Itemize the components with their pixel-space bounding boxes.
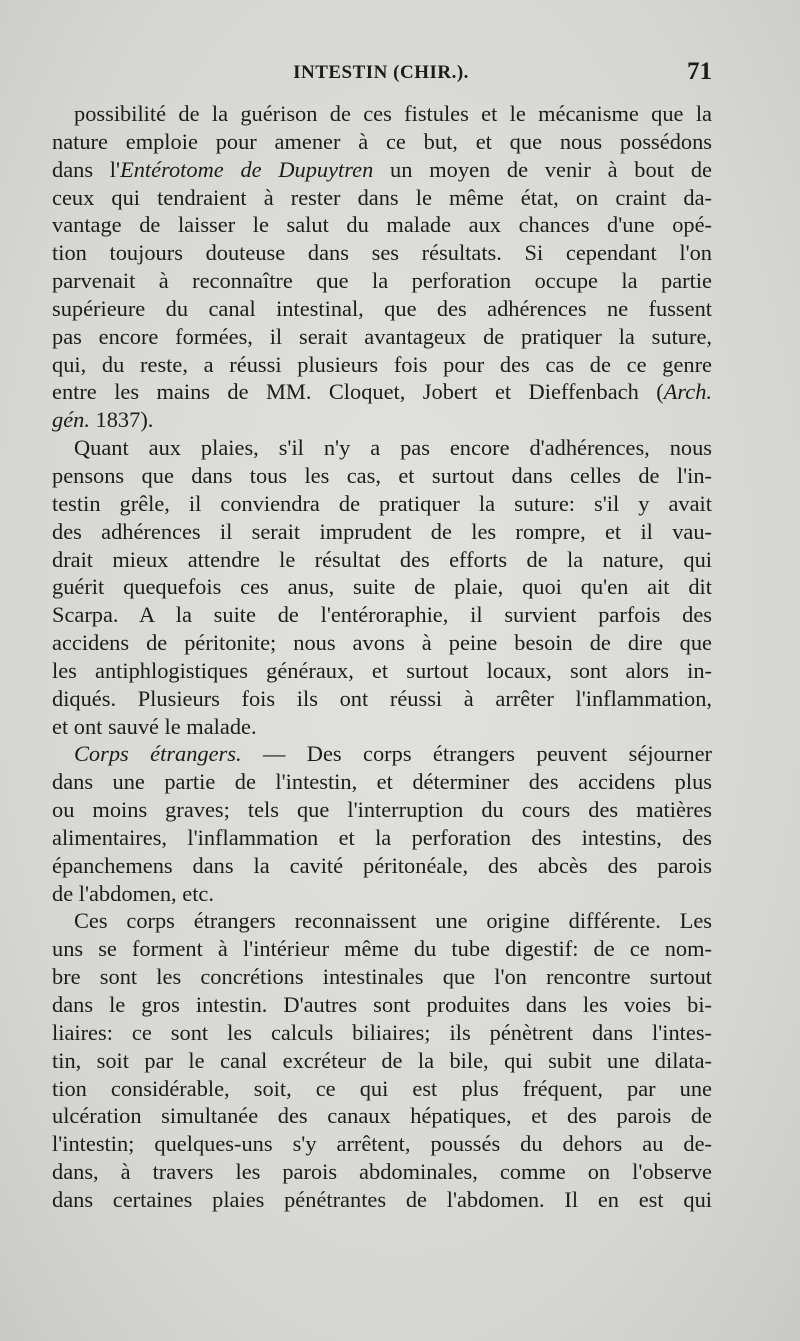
text-segment: dans le gros intestin. D'autres sont produites dans les voies bi- <box>52 992 712 1017</box>
paragraph <box>52 740 712 907</box>
text-segment: accidens de péritonite; nous avons à peine besoin de dire que <box>52 630 712 656</box>
text-line <box>52 880 712 908</box>
text-segment: ceux qui tendraient à rester dans le même état, on craint da- <box>52 184 712 210</box>
text-segment: un moyen de venir à bout de <box>373 156 712 182</box>
text-line <box>52 434 712 462</box>
italic-text: gén. <box>52 407 90 433</box>
text-line <box>52 1130 712 1158</box>
text-segment: supérieure du canal intestinal, que des adhérences ne fussent <box>52 295 712 321</box>
text-line <box>52 991 712 1019</box>
text-segment: dans une partie de l'intestin, et déterminer des accidens plus <box>52 769 712 795</box>
text-segment: les antiphlogistiques généraux, et surtout locaux, sont alors in- <box>52 657 712 683</box>
text-segment: alimentaires, l'inflammation et la perforation des intestins, des <box>52 824 712 850</box>
text-line <box>52 462 712 490</box>
text-line <box>52 490 712 518</box>
text-line <box>52 907 712 935</box>
text-segment: des adhérences il serait imprudent de les rompre, et il vau- <box>52 518 712 544</box>
body-text <box>52 100 712 1214</box>
text-line <box>52 128 712 156</box>
text-line <box>52 295 712 323</box>
text-segment: Scarpa. A la suite de l'entéroraphie, il survient parfois des <box>52 602 712 628</box>
text-line <box>52 657 712 685</box>
text-segment: Ces corps étrangers reconnaissent une origine différente. Les <box>74 908 712 934</box>
text-line <box>52 546 712 574</box>
text-line <box>52 740 712 768</box>
text-line <box>52 1047 712 1075</box>
text-line <box>52 378 712 406</box>
text-segment: parvenait à reconnaître que la perforation occupe la partie <box>52 268 712 294</box>
text-segment: vantage de laisser le salut du malade aux chances d'une opé- <box>52 212 712 238</box>
text-line <box>52 1186 712 1214</box>
text-segment: nature emploie pour amener à ce but, et que nous possédons <box>52 128 712 154</box>
italic-text: Corps étrangers. <box>74 741 242 767</box>
text-segment: pensons que dans tous les cas, et surtout dans celles de l'in- <box>52 462 712 488</box>
text-segment: dans l' <box>52 156 121 182</box>
text-line <box>52 796 712 824</box>
text-line <box>52 963 712 991</box>
text-line <box>52 1019 712 1047</box>
text-line <box>52 518 712 546</box>
text-line <box>52 239 712 267</box>
running-head <box>50 58 712 96</box>
text-line <box>52 184 712 212</box>
text-segment: liaires: ce sont les calculs biliaires; ils pénètrent dans l'intes- <box>52 1019 712 1045</box>
text-line <box>52 629 712 657</box>
text-line <box>52 713 712 741</box>
text-line <box>52 211 712 239</box>
text-line <box>52 573 712 601</box>
text-segment: Quant aux plaies, s'il n'y a pas encore d'adhérences, nous <box>74 435 712 461</box>
text-segment: dans certaines plaies pénétrantes de l'abdomen. Il en est qui <box>52 1186 712 1212</box>
text-segment: dans, à travers les parois abdominales, comme on l'observe <box>52 1159 712 1185</box>
text-line <box>52 1158 712 1186</box>
text-segment: uns se forment à l'intérieur même du tube digestif: de ce nom- <box>52 936 712 962</box>
text-segment: qui, du reste, a réussi plusieurs fois pour des cas de ce genre <box>52 351 712 377</box>
text-line <box>52 685 712 713</box>
text-segment: ulcération simultanée des canaux hépatiques, et des parois de <box>52 1103 712 1129</box>
text-line <box>52 323 712 351</box>
text-segment: entre les mains de MM. Cloquet, Jobert et Dieffenbach ( <box>52 379 664 405</box>
text-segment: — Des corps étrangers peuvent séjourner <box>241 741 712 767</box>
text-line <box>52 1075 712 1103</box>
text-segment: de l'abdomen, etc. <box>52 880 214 906</box>
text-segment: drait mieux attendre le résultat des efforts de la nature, qui <box>52 546 712 572</box>
text-line <box>52 1102 712 1130</box>
running-title: INTESTIN (CHIR.). <box>293 62 469 83</box>
text-segment: tion considérable, soit, ce qui est plus fréquent, par une <box>52 1075 712 1101</box>
paragraph <box>52 434 712 740</box>
text-segment: testin grêle, il conviendra de pratiquer la suture: s'il y avait <box>52 490 712 516</box>
text-line <box>52 935 712 963</box>
text-segment: ou moins graves; tels que l'interruption du cours des matières <box>52 797 712 823</box>
text-segment: tion toujours douteuse dans ses résultats. Si cependant l'on <box>52 240 712 266</box>
text-line <box>52 156 712 184</box>
text-line <box>52 824 712 852</box>
page-number: 71 <box>687 58 712 85</box>
text-segment: diqués. Plusieurs fois ils ont réussi à arrêter l'inflammation, <box>52 685 712 711</box>
text-segment: et ont sauvé le malade. <box>52 713 257 739</box>
text-line <box>52 601 712 629</box>
text-line <box>52 100 712 128</box>
text-line <box>52 351 712 379</box>
text-segment: possibilité de la guérison de ces fistules et le mécanisme que la <box>74 101 712 126</box>
italic-text: Arch. <box>663 379 712 405</box>
text-segment: tin, soit par le canal excréteur de la bile, qui subit une dilata- <box>52 1047 712 1073</box>
text-segment: bre sont les concrétions intestinales que l'on rencontre surtout <box>52 964 712 990</box>
text-line <box>52 406 712 434</box>
text-line <box>52 768 712 796</box>
text-line <box>52 852 712 880</box>
text-segment: épanchemens dans la cavité péritonéale, des abcès des parois <box>52 852 712 878</box>
text-line <box>52 267 712 295</box>
text-segment: l'intestin; quelques-uns s'y arrêtent, poussés du dehors au de- <box>52 1131 712 1157</box>
text-segment: pas encore formées, il serait avantageux de pratiquer la suture, <box>52 323 712 349</box>
text-segment: 1837). <box>89 407 154 433</box>
italic-text: Entérotome de Dupuytren <box>120 156 374 182</box>
paragraph <box>52 907 712 1213</box>
paragraph <box>52 100 712 434</box>
text-segment: guérit quequefois ces anus, suite de plaie, quoi qu'en ait dit <box>52 574 712 600</box>
